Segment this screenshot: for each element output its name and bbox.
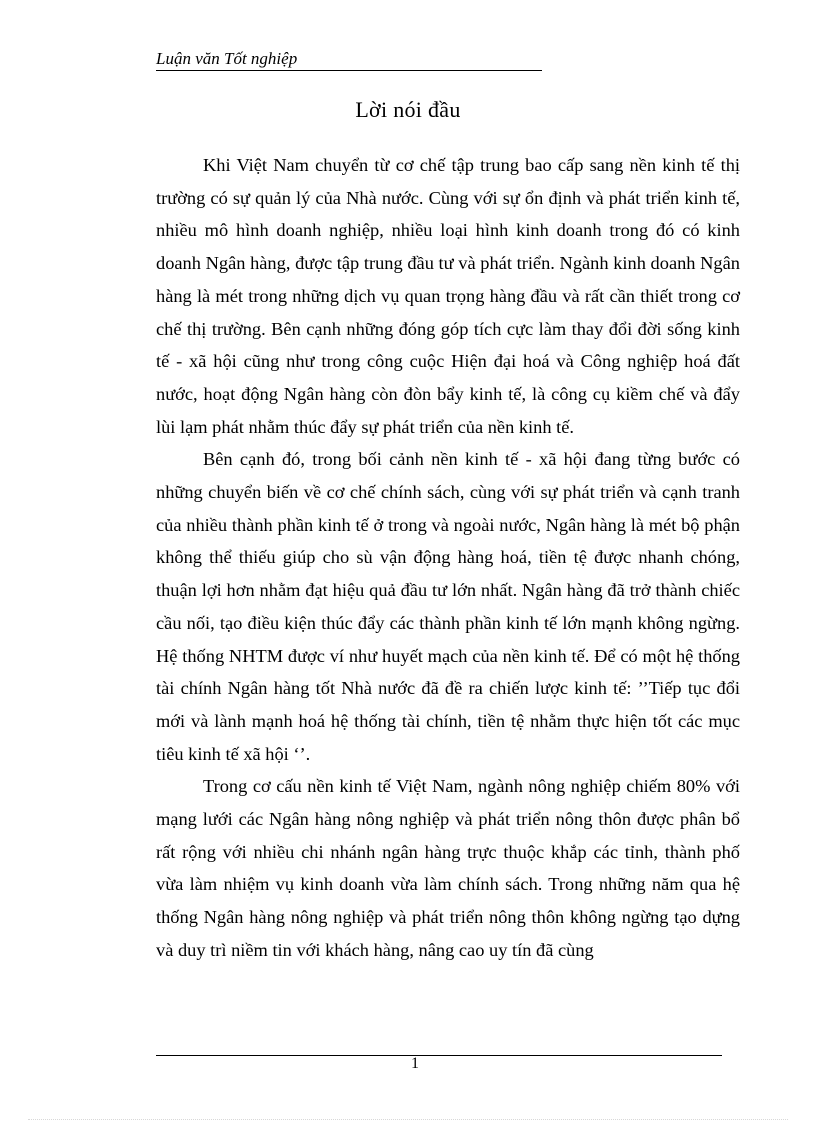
paragraph-3: Trong cơ cấu nền kinh tế Việt Nam, ngành nông nghiệp chiếm 80% với mạng lưới các Ngân hàng nông nghiệp và phát triển nông thôn được phân bổ rất rộng với nhiều chi nhánh ngân hàng trực thuộc khắp các tỉnh, thành phố vừa làm nhiệm vụ kinh doanh vừa làm chính sách. Trong những năm qua hệ thống Ngân hàng nông nghiệp và phát triển nông thôn không ngừng tạo dựng và duy trì niềm tin với khách hàng, nâng cao uy tín đã cùng xyxy=(156,776,740,960)
body-text xyxy=(156,149,740,967)
page-number: 1 xyxy=(411,1055,419,1072)
paragraph-2: Bên cạnh đó, trong bối cảnh nền kinh tế - xã hội đang từng bước có những chuyển biến về cơ chế chính sách, cùng với sự phát triển và cạnh tranh của nhiều thành phần kinh tế ở trong và ngoài nước, Ngân hàng là mét bộ phận không thể thiếu giúp cho sù vận động hàng hoá, tiền tệ được nhanh chóng, thuận lợi hơn nhằm đạt hiệu quả đầu tư lớn nhất. Ngân hàng đã trở thành chiếc cầu nối, tạo điều kiện thúc đẩy các thành phần kinh tế lớn mạnh không ngừng. Hệ thống NHTM được ví như huyết mạch của nền kinh tế. Để có một hệ thống tài chính Ngân hàng tốt Nhà nước đã đề ra chiến lược kinh tế: ’’Tiếp tục đổi mới và lành mạnh hoá hệ thống tài chính, tiền tệ nhằm thực hiện tốt các mục tiêu kinh tế xã hội ‘’. xyxy=(156,449,740,764)
paragraph-1: Khi Việt Nam chuyển từ cơ chế tập trung bao cấp sang nền kinh tế thị trường có sự quản lý của Nhà nước. Cùng với sự ổn định và phát triển kinh tế, nhiều mô hình doanh nghiệp, nhiều loại hình kinh doanh trong đó có kinh doanh Ngân hàng, được tập trung đầu tư và phát triển. Ngành kinh doanh Ngân hàng là mét trong những dịch vụ quan trọng hàng đầu và rất cần thiết trong cơ chế thị trường. Bên cạnh những đóng góp tích cực làm thay đổi đời sống kinh tế - xã hội cũng như trong công cuộc Hiện đại hoá và Công nghiệp hoá đất nước, hoạt động Ngân hàng còn đòn bẩy kinh tế, là công cụ kiềm chế và đẩy lùi lạm phát nhằm thúc đẩy sự phát triển của nền kinh tế. xyxy=(156,155,740,437)
running-header: Luận văn Tốt nghiệp xyxy=(156,49,542,71)
page-title: Lời nói đầu xyxy=(355,97,461,122)
page-edge-divider xyxy=(28,1119,788,1120)
